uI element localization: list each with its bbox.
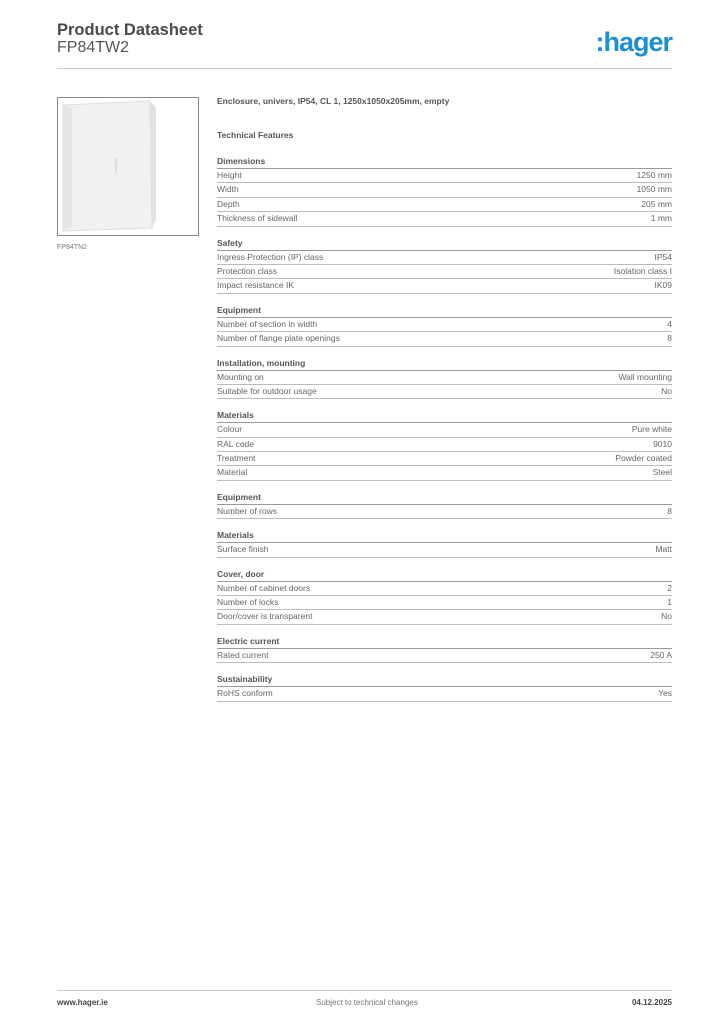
feature-label: Mounting on: [217, 371, 264, 382]
enclosure-icon: [58, 98, 198, 235]
product-description: Enclosure, univers, IP54, CL 1, 1250x1050x205mm, empty: [217, 96, 450, 106]
feature-row: [217, 251, 672, 265]
feature-section: [217, 155, 672, 227]
feature-row: [217, 466, 672, 480]
feature-label: RoHS conform: [217, 688, 273, 699]
feature-section: [217, 635, 672, 663]
feature-label: Rated current: [217, 649, 269, 660]
feature-value: Yes: [658, 688, 672, 699]
technical-features-table: [217, 155, 672, 712]
feature-row: [217, 505, 672, 519]
feature-section: [217, 409, 672, 481]
feature-row: [217, 279, 672, 293]
feature-row: [217, 687, 672, 701]
section-title: Safety: [217, 237, 672, 251]
section-title: Materials: [217, 409, 672, 423]
feature-value: Pure white: [631, 424, 672, 435]
header-divider: [57, 68, 672, 69]
feature-row: [217, 610, 672, 624]
feature-row: [217, 318, 672, 332]
feature-section: [217, 491, 672, 519]
section-title: Equipment: [217, 304, 672, 318]
feature-row: [217, 423, 672, 437]
feature-label: Surface finish: [217, 544, 269, 555]
feature-value: 1050 mm: [636, 184, 672, 195]
section-title: Electric current: [217, 635, 672, 649]
feature-row: [217, 198, 672, 212]
feature-value: Powder coated: [615, 453, 672, 464]
feature-row: [217, 385, 672, 399]
section-title: Dimensions: [217, 155, 672, 169]
footer-notice: Subject to technical changes: [316, 998, 418, 1007]
feature-value: 205 mm: [641, 198, 672, 209]
feature-label: Treatment: [217, 453, 256, 464]
page-title: Product Datasheet: [57, 21, 203, 39]
feature-label: Number of locks: [217, 597, 279, 608]
feature-label: Material: [217, 467, 248, 478]
feature-section: [217, 237, 672, 294]
feature-value: 1: [667, 597, 672, 608]
section-title: Sustainability: [217, 673, 672, 687]
feature-label: Thickness of sidewall: [217, 213, 298, 224]
feature-value: 2: [667, 582, 672, 593]
feature-row: [217, 371, 672, 385]
feature-row: [217, 596, 672, 610]
feature-value: 9010: [653, 438, 672, 449]
feature-label: Number of section in width: [217, 318, 318, 329]
product-code: FP84TW2: [57, 39, 130, 56]
feature-section: [217, 673, 672, 701]
feature-value: 4: [667, 318, 672, 329]
feature-row: [217, 582, 672, 596]
footer-website[interactable]: www.hager.ie: [57, 998, 108, 1007]
feature-label: Suitable for outdoor usage: [217, 385, 317, 396]
feature-row: [217, 332, 672, 346]
feature-row: [217, 438, 672, 452]
feature-value: Matt: [655, 544, 672, 555]
hager-logo: :hager: [595, 27, 672, 57]
section-title: Installation, mounting: [217, 357, 672, 371]
feature-label: Number of rows: [217, 505, 277, 516]
feature-value: Steel: [652, 467, 672, 478]
feature-value: 8: [667, 333, 672, 344]
feature-label: Protection class: [217, 265, 277, 276]
footer-date: 04.12.2025: [631, 998, 672, 1007]
feature-row: [217, 265, 672, 279]
feature-label: RAL code: [217, 438, 255, 449]
feature-row: [217, 169, 672, 183]
feature-value: 1 mm: [650, 213, 672, 224]
feature-label: Colour: [217, 424, 243, 435]
feature-label: Number of cabinet doors: [217, 582, 311, 593]
feature-value: 8: [667, 505, 672, 516]
feature-label: Door/cover is transparent: [217, 611, 313, 622]
feature-value: 250 A: [650, 649, 672, 660]
feature-label: Impact resistance IK: [217, 280, 295, 291]
feature-section: [217, 357, 672, 400]
feature-value: No: [661, 611, 672, 622]
section-title: Equipment: [217, 491, 672, 505]
feature-section: [217, 529, 672, 557]
footer-divider: [57, 990, 672, 991]
feature-label: Ingress Protection (IP) class: [217, 251, 324, 262]
product-image: [57, 97, 199, 236]
feature-value: No: [661, 385, 672, 396]
feature-row: [217, 649, 672, 663]
feature-label: Height: [217, 170, 242, 180]
section-title: Materials: [217, 529, 672, 543]
feature-label: Width: [217, 184, 239, 195]
feature-row: [217, 543, 672, 557]
section-title: Cover, door: [217, 568, 672, 582]
feature-row: [217, 183, 672, 197]
feature-value: IP54: [654, 251, 672, 262]
image-caption: FP84TN2: [57, 244, 87, 251]
feature-label: Depth: [217, 198, 240, 209]
feature-value: 1250 mm: [636, 170, 672, 180]
feature-value: IK09: [654, 280, 672, 291]
feature-section: [217, 568, 672, 625]
feature-row: [217, 452, 672, 466]
feature-row: [217, 212, 672, 226]
feature-value: Wall mounting: [618, 371, 672, 382]
technical-features-heading: Technical Features: [217, 130, 294, 140]
feature-section: [217, 304, 672, 347]
feature-value: Isolation class I: [613, 265, 672, 276]
feature-label: Number of flange plate openings: [217, 333, 340, 344]
